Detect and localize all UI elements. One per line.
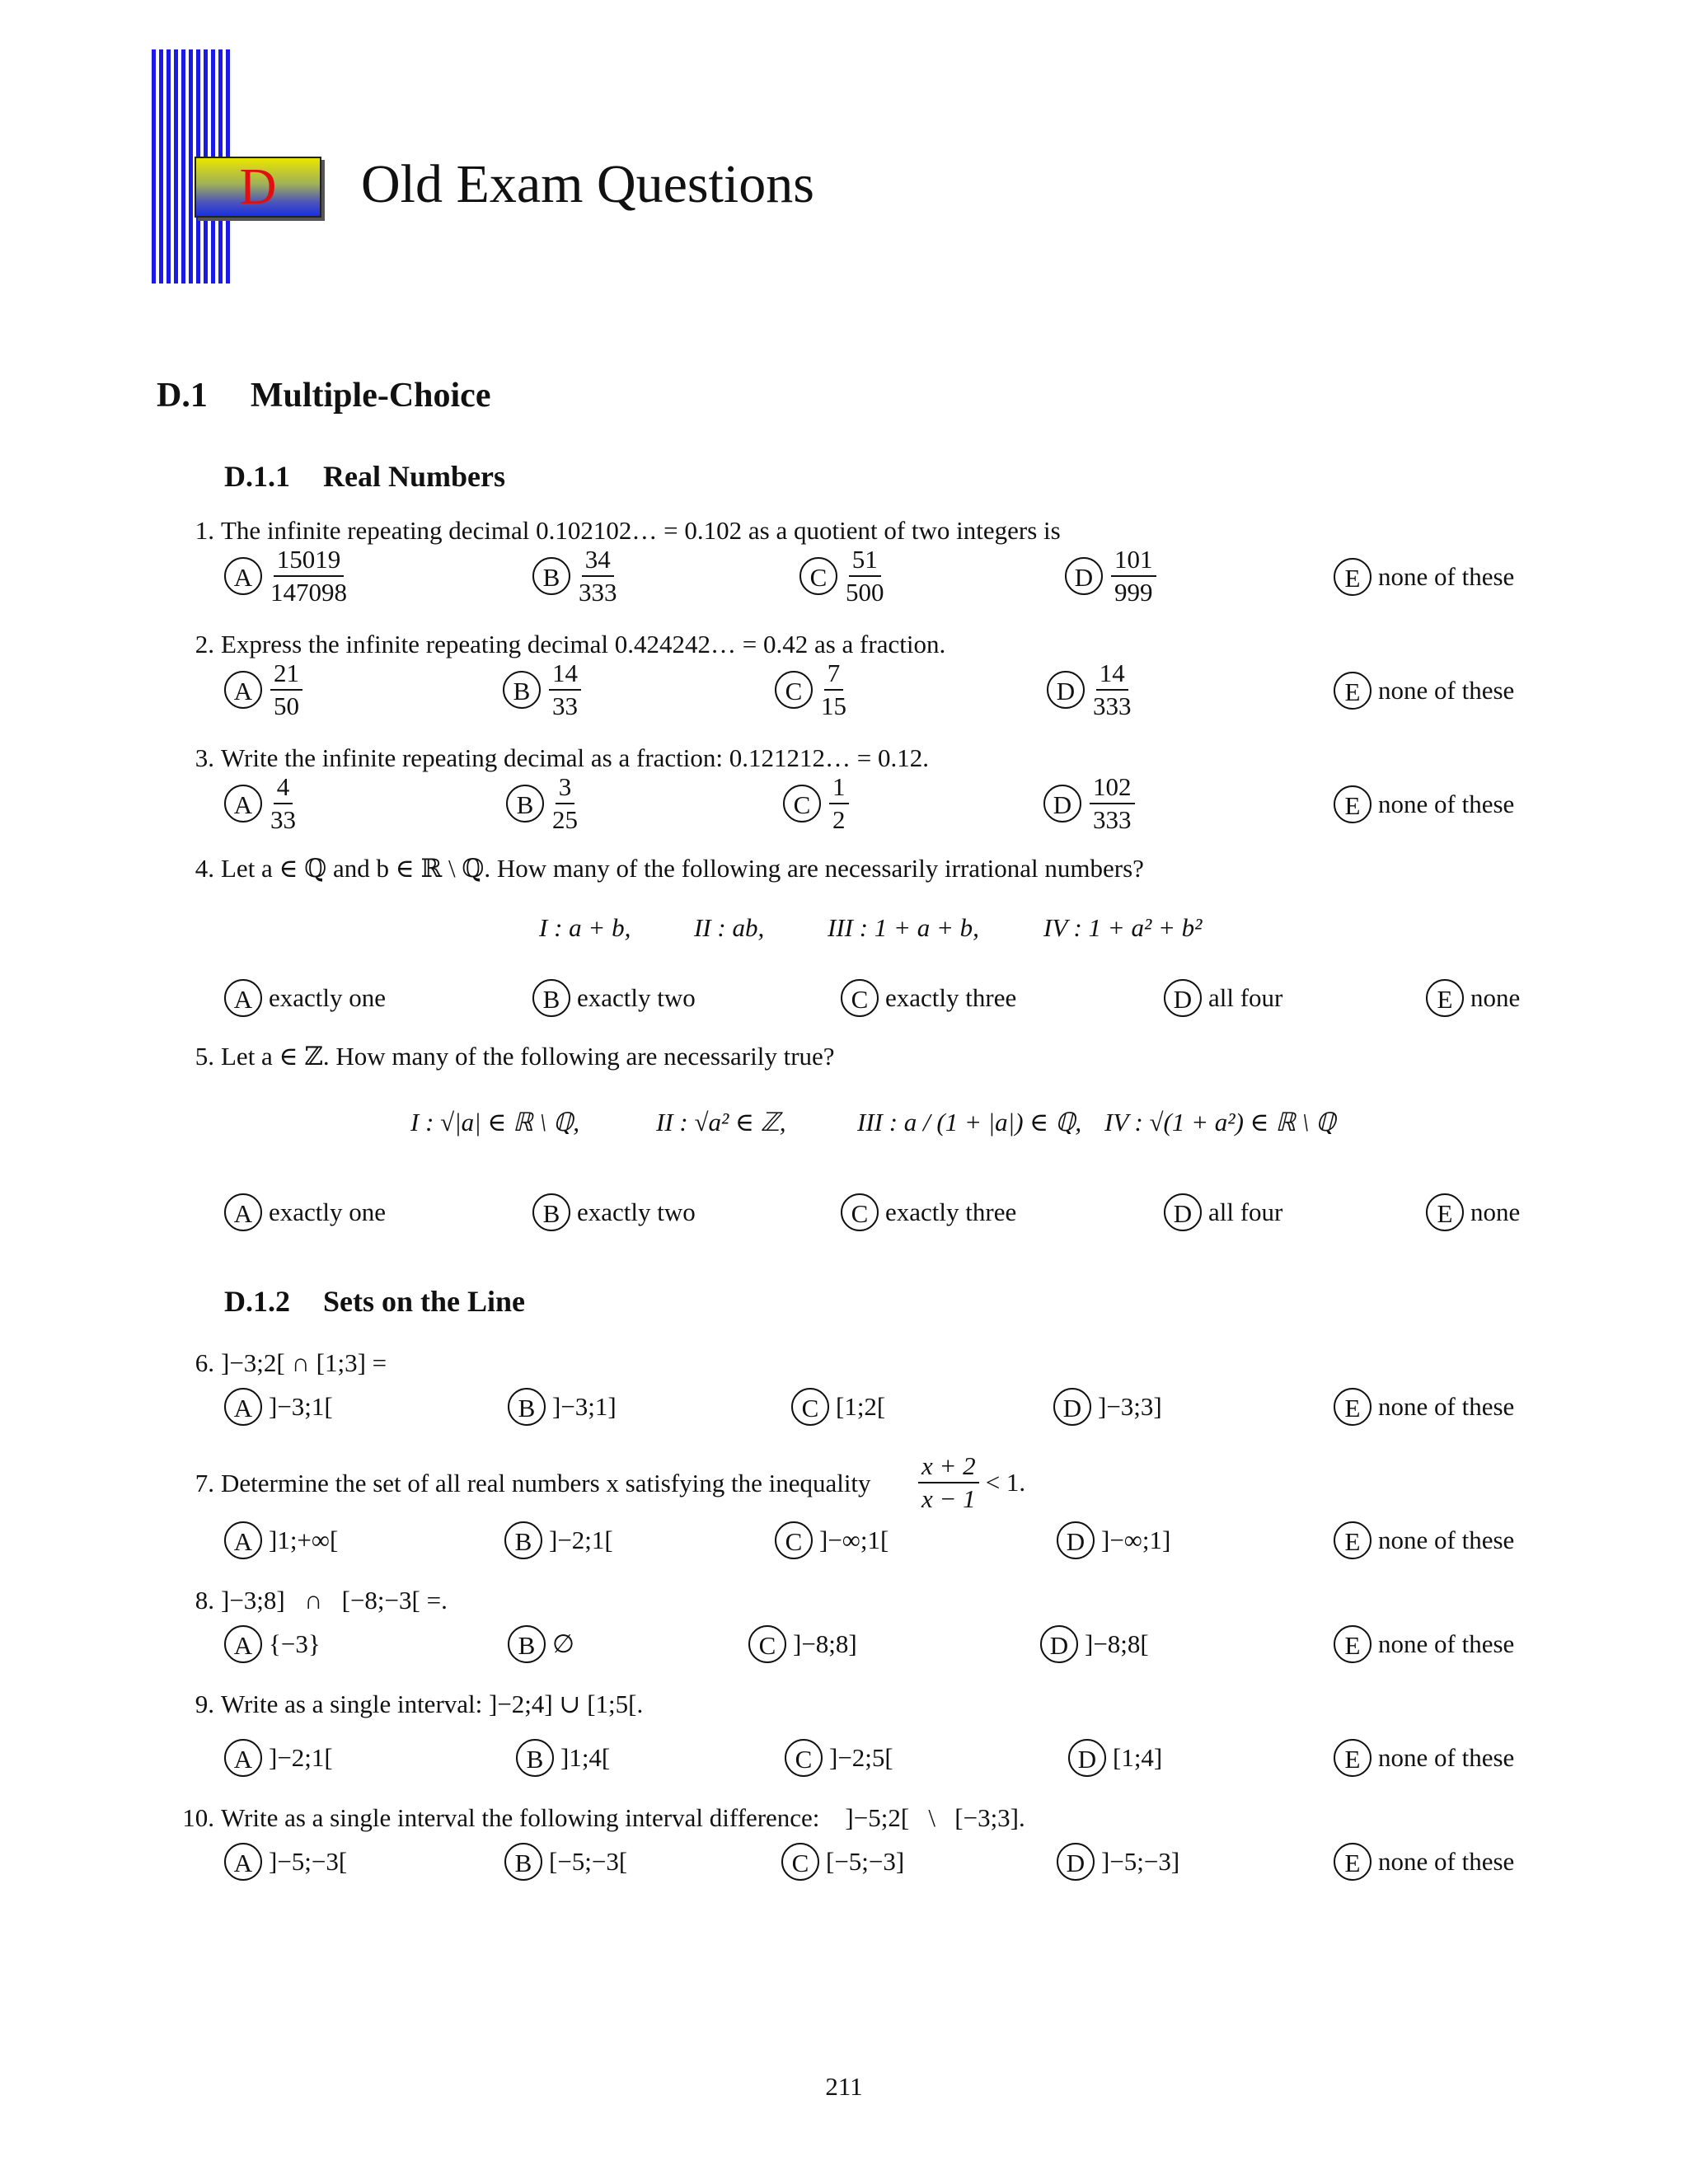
q5-statement-4: IV : √(1 + a²) ∈ ℝ \ ℚ — [1104, 1108, 1336, 1137]
question-4 — [181, 854, 1144, 883]
q7-inequality: $\frac{x + 2}{x - 1}$ < 1. — [918, 1452, 1025, 1513]
option-letter-circle: E — [1334, 1521, 1372, 1559]
q5-option-d[interactable]: D all four — [1164, 1193, 1282, 1231]
fraction: $\frac{102}{333}$ — [1090, 773, 1135, 834]
option-letter-circle: D — [1068, 1739, 1106, 1777]
question-number: 6. — [195, 1348, 214, 1377]
option-letter-circle: C — [781, 1843, 819, 1881]
option-letter-circle: E — [1334, 1625, 1372, 1663]
fraction: $\frac{51}{500}$ — [846, 545, 884, 607]
q5-statement-2: II : √a² ∈ ℤ, — [656, 1108, 786, 1137]
option-letter-circle: A — [224, 557, 262, 595]
option-letter-circle: A — [224, 1193, 262, 1231]
q6-option-a[interactable]: A ]−3;1[ — [224, 1388, 333, 1426]
option-letter-circle: B — [508, 1625, 546, 1663]
question-7 — [181, 1469, 871, 1498]
q6-option-d[interactable]: D ]−3;3] — [1053, 1388, 1162, 1426]
option-letter-circle: A — [224, 785, 262, 823]
q9-option-e[interactable]: E none of these — [1334, 1739, 1514, 1777]
option-letter-circle: C — [783, 785, 821, 823]
question-3 — [181, 743, 929, 773]
question-1 — [181, 516, 1061, 546]
fraction: $\frac{x + 2}{x - 1}$ — [918, 1452, 979, 1513]
option-letter-circle: A — [224, 1625, 262, 1663]
question-number: 7. — [195, 1469, 214, 1497]
option-letter-circle: E — [1334, 1388, 1372, 1426]
page-number: 211 — [825, 2072, 863, 2101]
q10-option-d[interactable]: D ]−5;−3] — [1057, 1843, 1179, 1881]
option-letter-circle: D — [1043, 785, 1081, 823]
q2-option-e[interactable]: E none of these — [1334, 672, 1514, 710]
q8-option-a[interactable]: A {−3} — [224, 1625, 321, 1663]
q9-option-d[interactable]: D [1;4] — [1068, 1739, 1162, 1777]
option-letter-circle: A — [224, 1739, 262, 1777]
fraction: $\frac{1}{2}$ — [829, 773, 849, 834]
question-text: Determine the set of all real numbers x satisfying the inequality — [221, 1469, 871, 1497]
q5-option-e[interactable]: E none — [1426, 1193, 1520, 1231]
option-letter-circle: B — [532, 557, 570, 595]
q4-statement-1: I : a + b, — [539, 913, 631, 942]
option-letter-circle: D — [1065, 557, 1103, 595]
option-letter-circle: C — [791, 1388, 829, 1426]
question-number: 5. — [195, 1042, 214, 1071]
section-title — [157, 376, 490, 415]
question-text: Write as a single interval: ]−2;4] ∪ [1;5[. — [221, 1690, 644, 1718]
option-letter-circle: A — [224, 979, 262, 1017]
fraction: $\frac{14}{33}$ — [549, 659, 581, 720]
question-text: ]−3;8] ∩ [−8;−3[ =. — [221, 1586, 448, 1615]
option-letter-circle: B — [504, 1843, 542, 1881]
fraction: $\frac{4}{33}$ — [270, 772, 296, 834]
question-2 — [181, 630, 945, 659]
q2-option-a[interactable] — [224, 659, 302, 720]
option-letter-circle: D — [1047, 671, 1085, 709]
fraction: $\frac{14}{333}$ — [1093, 658, 1132, 720]
option-letter-circle: B — [506, 785, 544, 823]
option-letter-circle: D — [1164, 1193, 1202, 1231]
q1-option-a[interactable] — [224, 546, 347, 607]
option-letter-circle: E — [1334, 558, 1372, 596]
question-number: 2. — [195, 630, 214, 658]
q8-option-c[interactable]: C ]−8;8] — [748, 1625, 857, 1663]
option-letter-circle: A — [224, 1843, 262, 1881]
q10-option-e[interactable]: E none of these — [1334, 1843, 1514, 1881]
q5-option-b[interactable]: B exactly two — [532, 1193, 696, 1231]
q4-option-d[interactable]: D all four — [1164, 979, 1282, 1017]
fraction: $\frac{15019}{147098}$ — [270, 545, 347, 607]
option-letter-circle: A — [224, 1388, 262, 1426]
question-number: 10. — [182, 1803, 214, 1832]
q5-option-a[interactable]: A exactly one — [224, 1193, 386, 1231]
q1-option-b[interactable] — [532, 546, 617, 607]
option-letter-circle: C — [799, 557, 837, 595]
q1-option-d[interactable] — [1065, 546, 1156, 607]
q4-option-e[interactable]: E none — [1426, 979, 1520, 1017]
section-name: Multiple-Choice — [250, 377, 491, 415]
option-letter-circle: D — [1053, 1388, 1091, 1426]
option-letter-circle: D — [1164, 979, 1202, 1017]
option-letter-circle: E — [1334, 672, 1372, 710]
option-letter-circle: B — [504, 1521, 542, 1559]
q1-option-c[interactable] — [799, 546, 884, 607]
question-10 — [175, 1803, 1025, 1833]
option-letter-circle: A — [224, 1521, 262, 1559]
subsection-title: D.1.1 Real Numbers — [224, 460, 505, 493]
chapter-title: Old Exam Questions — [361, 154, 814, 214]
question-8 — [181, 1586, 448, 1615]
option-letter-circle: A — [224, 671, 262, 709]
option-letter-circle: B — [532, 1193, 570, 1231]
q9-option-b[interactable]: B ]1;4[ — [516, 1739, 610, 1777]
q7-option-e[interactable]: E none of these — [1334, 1521, 1514, 1559]
q4-option-a[interactable]: A exactly one — [224, 979, 386, 1017]
q8-option-b[interactable]: B ∅ — [508, 1625, 574, 1663]
q10-option-c[interactable]: C [−5;−3] — [781, 1843, 904, 1881]
question-number: 8. — [195, 1586, 214, 1615]
q4-option-c[interactable]: C exactly three — [841, 979, 1016, 1017]
question-text: Let a ∈ ℤ. How many of the following are necessarily true? — [221, 1042, 835, 1071]
option-letter-circle: C — [841, 1193, 879, 1231]
q9-option-a[interactable]: A ]−2;1[ — [224, 1739, 333, 1777]
q4-statement-2: II : ab, — [694, 913, 765, 942]
question-number: 1. — [195, 516, 214, 545]
question-text: Write as a single interval the following interval difference: ]−5;2[ \ [−3;3]. — [221, 1803, 1025, 1832]
q2-option-c[interactable] — [775, 659, 846, 720]
q3-option-d[interactable] — [1043, 773, 1135, 834]
q10-option-a[interactable]: A ]−5;−3[ — [224, 1843, 347, 1881]
fraction: $\frac{101}{999}$ — [1111, 546, 1156, 607]
q6-option-e[interactable]: E none of these — [1334, 1388, 1514, 1426]
q5-statement-3: III : a / (1 + |a|) ∈ ℚ, — [857, 1108, 1082, 1137]
q7-option-c[interactable]: C ]−∞;1[ — [775, 1521, 889, 1559]
option-letter-circle: B — [508, 1388, 546, 1426]
q5-option-c[interactable]: C exactly three — [841, 1193, 1016, 1231]
question-number: 3. — [195, 743, 214, 772]
q3-option-c[interactable] — [783, 773, 849, 834]
q2-option-d[interactable] — [1047, 659, 1132, 720]
option-letter-circle: E — [1334, 1739, 1372, 1777]
question-text: The infinite repeating decimal 0.102102… = 0.102 as a quotient of two integers is — [221, 516, 1061, 545]
q3-option-a[interactable] — [224, 773, 296, 834]
fraction: $\frac{34}{333}$ — [579, 545, 617, 607]
q4-statement-3: III : 1 + a + b, — [828, 913, 979, 942]
option-letter-circle: E — [1334, 785, 1372, 823]
q6-option-c[interactable]: C [1;2[ — [791, 1388, 885, 1426]
option-letter-circle: E — [1334, 1843, 1372, 1881]
question-text: Express the infinite repeating decimal 0.424242… = 0.42 as a fraction. — [221, 630, 946, 658]
question-5 — [181, 1042, 835, 1071]
q5-statement-1: I : √|a| ∈ ℝ \ ℚ, — [410, 1108, 579, 1137]
option-letter-circle: D — [1057, 1521, 1095, 1559]
q10-option-b[interactable]: B [−5;−3[ — [504, 1843, 627, 1881]
question-text: Write the infinite repeating decimal as a fraction: 0.121212… = 0.12. — [221, 743, 929, 772]
q3-option-b[interactable] — [506, 773, 578, 834]
fraction: $\frac{21}{50}$ — [270, 659, 302, 720]
q7-option-a[interactable]: A ]1;+∞[ — [224, 1521, 338, 1559]
option-letter-circle: B — [503, 671, 541, 709]
section-number: D.1 — [157, 377, 208, 415]
option-letter-circle: C — [775, 1521, 813, 1559]
option-letter-circle: C — [785, 1739, 823, 1777]
option-letter-circle: D — [1057, 1843, 1095, 1881]
q8-option-e[interactable]: E none of these — [1334, 1625, 1514, 1663]
q7-option-d[interactable]: D ]−∞;1] — [1057, 1521, 1170, 1559]
option-letter-circle: B — [532, 979, 570, 1017]
chapter-letter-box — [195, 157, 321, 218]
subsection-title: D.1.2 Sets on the Line — [224, 1285, 526, 1318]
question-number: 4. — [195, 854, 214, 883]
question-text: Let a ∈ ℚ and b ∈ ℝ \ ℚ. How many of the following are necessarily irrational numbers? — [221, 854, 1144, 883]
q2-option-b[interactable] — [503, 659, 581, 720]
q1-option-e[interactable]: E none of these — [1334, 558, 1514, 596]
option-letter-circle: D — [1040, 1625, 1078, 1663]
question-9 — [181, 1690, 643, 1719]
q3-option-e[interactable]: E none of these — [1334, 785, 1514, 823]
question-6 — [181, 1348, 387, 1378]
q4-option-b[interactable]: B exactly two — [532, 979, 696, 1017]
option-letter-circle: C — [841, 979, 879, 1017]
option-letter-circle: E — [1426, 979, 1464, 1017]
question-number: 9. — [195, 1690, 214, 1718]
option-letter-circle: B — [516, 1739, 554, 1777]
q7-option-b[interactable]: B ]−2;1[ — [504, 1521, 613, 1559]
q8-option-d[interactable]: D ]−8;8[ — [1040, 1625, 1149, 1663]
q9-option-c[interactable]: C ]−2;5[ — [785, 1739, 893, 1777]
fraction: $\frac{7}{15}$ — [821, 658, 846, 720]
q4-statement-4: IV : 1 + a² + b² — [1043, 913, 1203, 942]
chapter-letter: D — [239, 159, 277, 215]
q6-option-b[interactable]: B ]−3;1] — [508, 1388, 617, 1426]
fraction: $\frac{3}{25}$ — [552, 772, 578, 834]
option-letter-circle: C — [775, 671, 813, 709]
option-letter-circle: E — [1426, 1193, 1464, 1231]
question-text: ]−3;2[ ∩ [1;3] = — [221, 1348, 387, 1377]
option-letter-circle: C — [748, 1625, 786, 1663]
